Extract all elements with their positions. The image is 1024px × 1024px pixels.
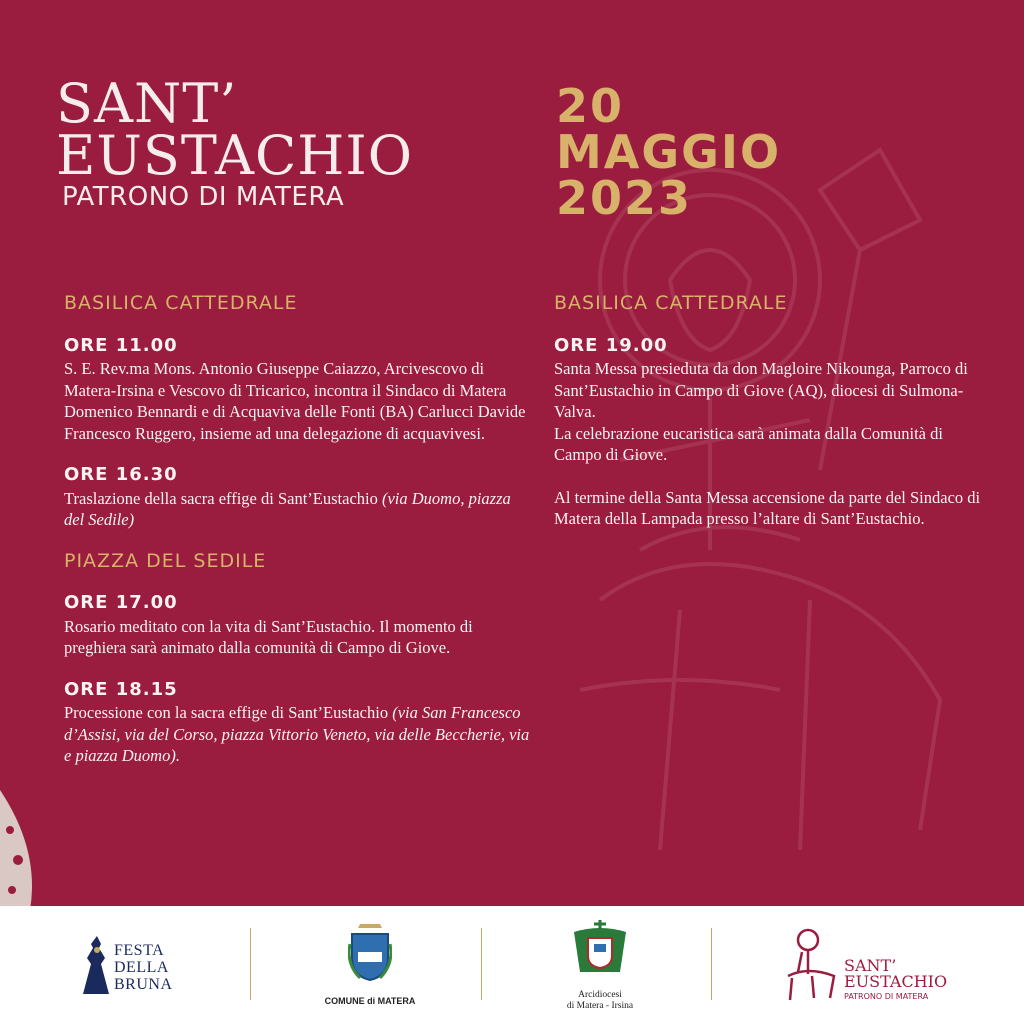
venue-heading: BASILICA CATTEDRALE: [64, 292, 298, 314]
venue-heading: BASILICA CATTEDRALE: [554, 292, 788, 314]
event-time: ORE 11.00: [64, 334, 178, 356]
arcidiocesi-line-2: di Matera - Irsina: [566, 1001, 634, 1011]
event-time: ORE 19.00: [554, 334, 668, 356]
event-description: Traslazione della sacra effige di Sant’Eustachio (via Duomo, piazza del Sedile): [64, 488, 511, 529]
bruna-statue-icon: [80, 936, 114, 996]
se-logo-line-1: SANT’: [844, 956, 897, 975]
program-event: [554, 335, 984, 530]
city-crest-icon: [348, 924, 392, 982]
title-line-1: SANT’: [56, 72, 238, 135]
date-month: MAGGIO: [556, 125, 782, 179]
archdiocese-crest-icon: [568, 920, 632, 976]
comune-di-matera-logo: [320, 924, 420, 1014]
se-logo-subtitle: PATRONO DI MATERA: [844, 992, 929, 1001]
sant-eustachio-logo: [782, 926, 962, 1006]
event-description: Rosario meditato con la vita di Sant’Eustachio. Il momento di preghiera sarà animato dalla comunità di Campo di Giove.: [64, 616, 473, 657]
program-event: [64, 335, 534, 445]
bruna-line-3: BRUNA: [114, 976, 173, 993]
venue-heading: PIAZZA DEL SEDILE: [64, 549, 267, 572]
festa-della-bruna-logo: [80, 934, 210, 1010]
se-logo-line-2: EUSTACHIO: [844, 972, 948, 991]
sponsor-footer: [0, 906, 1024, 1024]
saint-rider-icon: [782, 926, 838, 1002]
left-program-column: [64, 293, 534, 787]
event-time: ORE 16.30: [64, 464, 178, 485]
title-subtitle: PATRONO DI MATERA: [62, 182, 345, 212]
event-title: [56, 72, 413, 212]
event-description: S. E. Rev.ma Mons. Antonio Giuseppe Caiazzo, Arcivescovo di Matera-Irsina e Vescovo di Tricarico, incontra il Sindaco di Matera Domenico Bennardi e di Acquaviva delle Fonti (BA) Carlucci Davide Francesco Ruggero, insieme ad una delegazione di acquavivesi.: [64, 359, 526, 443]
footer-divider: [711, 928, 712, 1000]
arcidiocesi-line-1: Arcidiocesi: [578, 990, 622, 1000]
arcidiocesi-logo: [550, 920, 650, 1016]
title-line-2: EUSTACHIO: [56, 124, 413, 187]
right-program-column: [554, 293, 984, 550]
event-time: ORE 18.15: [64, 678, 178, 700]
event-time: ORE 17.00: [64, 592, 178, 613]
event-route: (via Duomo, piazza del Sedile): [64, 488, 511, 529]
event-description: Santa Messa presieduta da don Magloire Nikounga, Parroco di Sant’Eustachio in Campo di Giove (AQ), diocesi di Sulmona-Valva.: [554, 359, 968, 421]
date-day: 20: [556, 79, 625, 133]
footer-divider: [481, 928, 482, 1000]
event-route: (via San Francesco d’Assisi, via del Corso, piazza Vittorio Veneto, via delle Beccherie, via e piazza Duomo).: [64, 703, 530, 765]
date-year: 2023: [556, 171, 693, 225]
event-date: [556, 79, 782, 225]
program-event: [64, 592, 534, 659]
bruna-line-2: DELLA: [114, 959, 169, 976]
program-event: [64, 679, 534, 767]
event-description: Al termine della Santa Messa accensione da parte del Sindaco di Matera della Lampada presso l’altare di Sant’Eustachio.: [554, 487, 981, 528]
comune-label: COMUNE di MATERA: [324, 996, 416, 1006]
event-description: Processione con la sacra effige di Sant’Eustachio (via San Francesco d’Assisi, via del Corso, piazza Vittorio Veneto, via delle Beccherie, via e piazza Duomo).: [64, 703, 530, 765]
footer-divider: [250, 928, 251, 1000]
event-description: La celebrazione eucaristica sarà animata dalla Comunità di Campo di Giove.: [554, 423, 943, 464]
bruna-line-1: FESTA: [114, 942, 165, 959]
program-event: [64, 464, 534, 531]
